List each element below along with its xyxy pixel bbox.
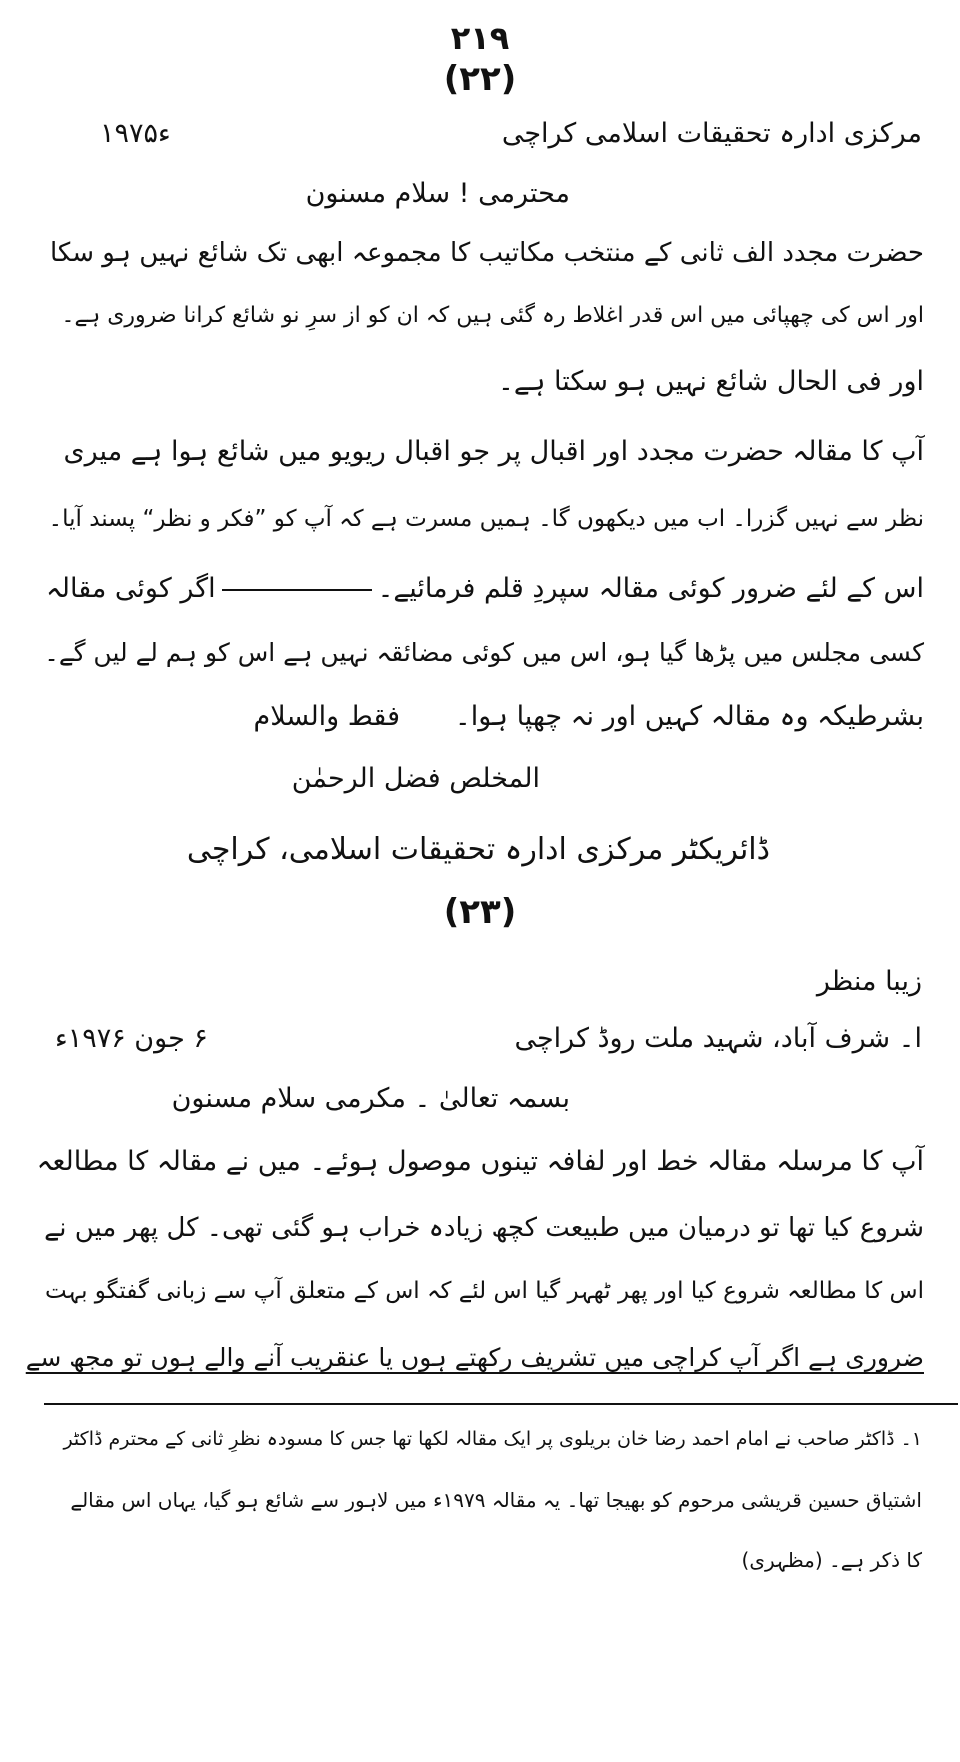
letter-23-address: ا۔ شرف آباد، شہید ملت روڈ کراچی [514,1023,922,1054]
letter-22-line-5: نظر سے نہیں گزرا۔ اب میں دیکھوں گا۔ ہمیں مسرت ہے کہ آپ کو ”فکر و نظر“ پسند آیا۔ [48,506,924,532]
letter-22-line-7: کسی مجلس میں پڑھا گیا ہو، اس میں کوئی مضائقہ نہیں ہے اس کو ہم لے لیں گے۔ [44,638,924,667]
letter-22-signature-name: المخلص فضل الرحمٰن [291,763,540,794]
letter-22-line-6-text: اس کے لئے ضرور کوئی مقالہ سپردِ قلم فرمائیے۔ [377,573,924,604]
letter-22-line-6-tail: اگر کوئی مقالہ [45,573,216,604]
letter-22-date: ۱۹۷۵ء [100,118,171,149]
footnote-line-3: کا ذکر ہے۔ (مظہری) [741,1548,922,1572]
letter-22-closing: فقط والسلام [253,701,400,732]
letter-23-line-1: آپ کا مرسلہ مقالہ خط اور لفافہ تینوں موصول ہوئے۔ میں نے مقالہ کا مطالعہ [36,1146,924,1177]
letter-23-line-2: شروع کیا تھا تو درمیان میں طبیعت کچھ زیادہ خراب ہو گئی تھی۔ کل پھر میں نے [44,1213,924,1243]
letter-23-salutation: بسمہ تعالیٰ ۔ مکرمی سلام مسنون [171,1083,570,1114]
page-number: ۲۱۹ [450,19,510,57]
footnote-line-2: اشتیاق حسین قریشی مرحوم کو بھیجا تھا۔ یہ مقالہ ۱۹۷۹ء میں لاہور سے شائع ہو گیا، یہاں اس مقالے [70,1488,922,1512]
letter-23-line-4: ضروری ہے اگر آپ کراچی میں تشریف رکھتے ہوں یا عنقریب آنے والے ہوں تو مجھ سے [25,1343,924,1372]
letter-22-line-4: آپ کا مقالہ حضرت مجدد اور اقبال پر جو اقبال ریویو میں شائع ہوا ہے میری [63,436,924,467]
dash-rule [222,589,372,591]
letter-22-line-6 [46,575,924,602]
letter-23-date: ۶ جون ۱۹۷۶ء [55,1023,208,1054]
letter-23-line-3: اس کا مطالعہ شروع کیا اور پھر ٹھہر گیا اس لئے کہ اس کے متعلق آپ سے زبانی گفتگو بہت [45,1278,924,1304]
letter-23-sender: زیبا منظر [816,966,922,997]
letter-22-line-2: اور اس کی چھپائی میں اس قدر اغلاط رہ گئی ہیں کہ ان کو از سرِ نو شائع کرانا ضروری ہے۔ [61,303,924,328]
footnote-line-1: ۱۔ ڈاکٹر صاحب نے امام احمد رضا خان بریلوی پر ایک مقالہ لکھا تھا جس کا مسودہ نظرِ ثانی کے محترم ڈاکٹر [63,1428,922,1450]
letter-22-salutation: محترمی ! سلام مسنون [305,178,570,209]
letter-22-line-1: حضرت مجدد الف ثانی کے منتخب مکاتیب کا مجموعہ ابھی تک شائع نہیں ہو سکا [49,238,924,268]
footnote-divider [44,1403,958,1405]
letter-22-signature-title: ڈائریکٹر مرکزی ادارہ تحقیقات اسلامی، کراچی [186,832,770,867]
letter-22-line-3: اور فی الحال شائع نہیں ہو سکتا ہے۔ [498,366,924,397]
letter-23-number: (۲۳) [443,892,517,932]
letter-22-line-8: بشرطیکہ وہ مقالہ کہیں اور نہ چھپا ہوا۔ [454,701,924,732]
letter-22-org: مرکزی ادارہ تحقیقات اسلامی کراچی [501,118,922,149]
letter-22-number: (۲۲) [443,59,517,99]
